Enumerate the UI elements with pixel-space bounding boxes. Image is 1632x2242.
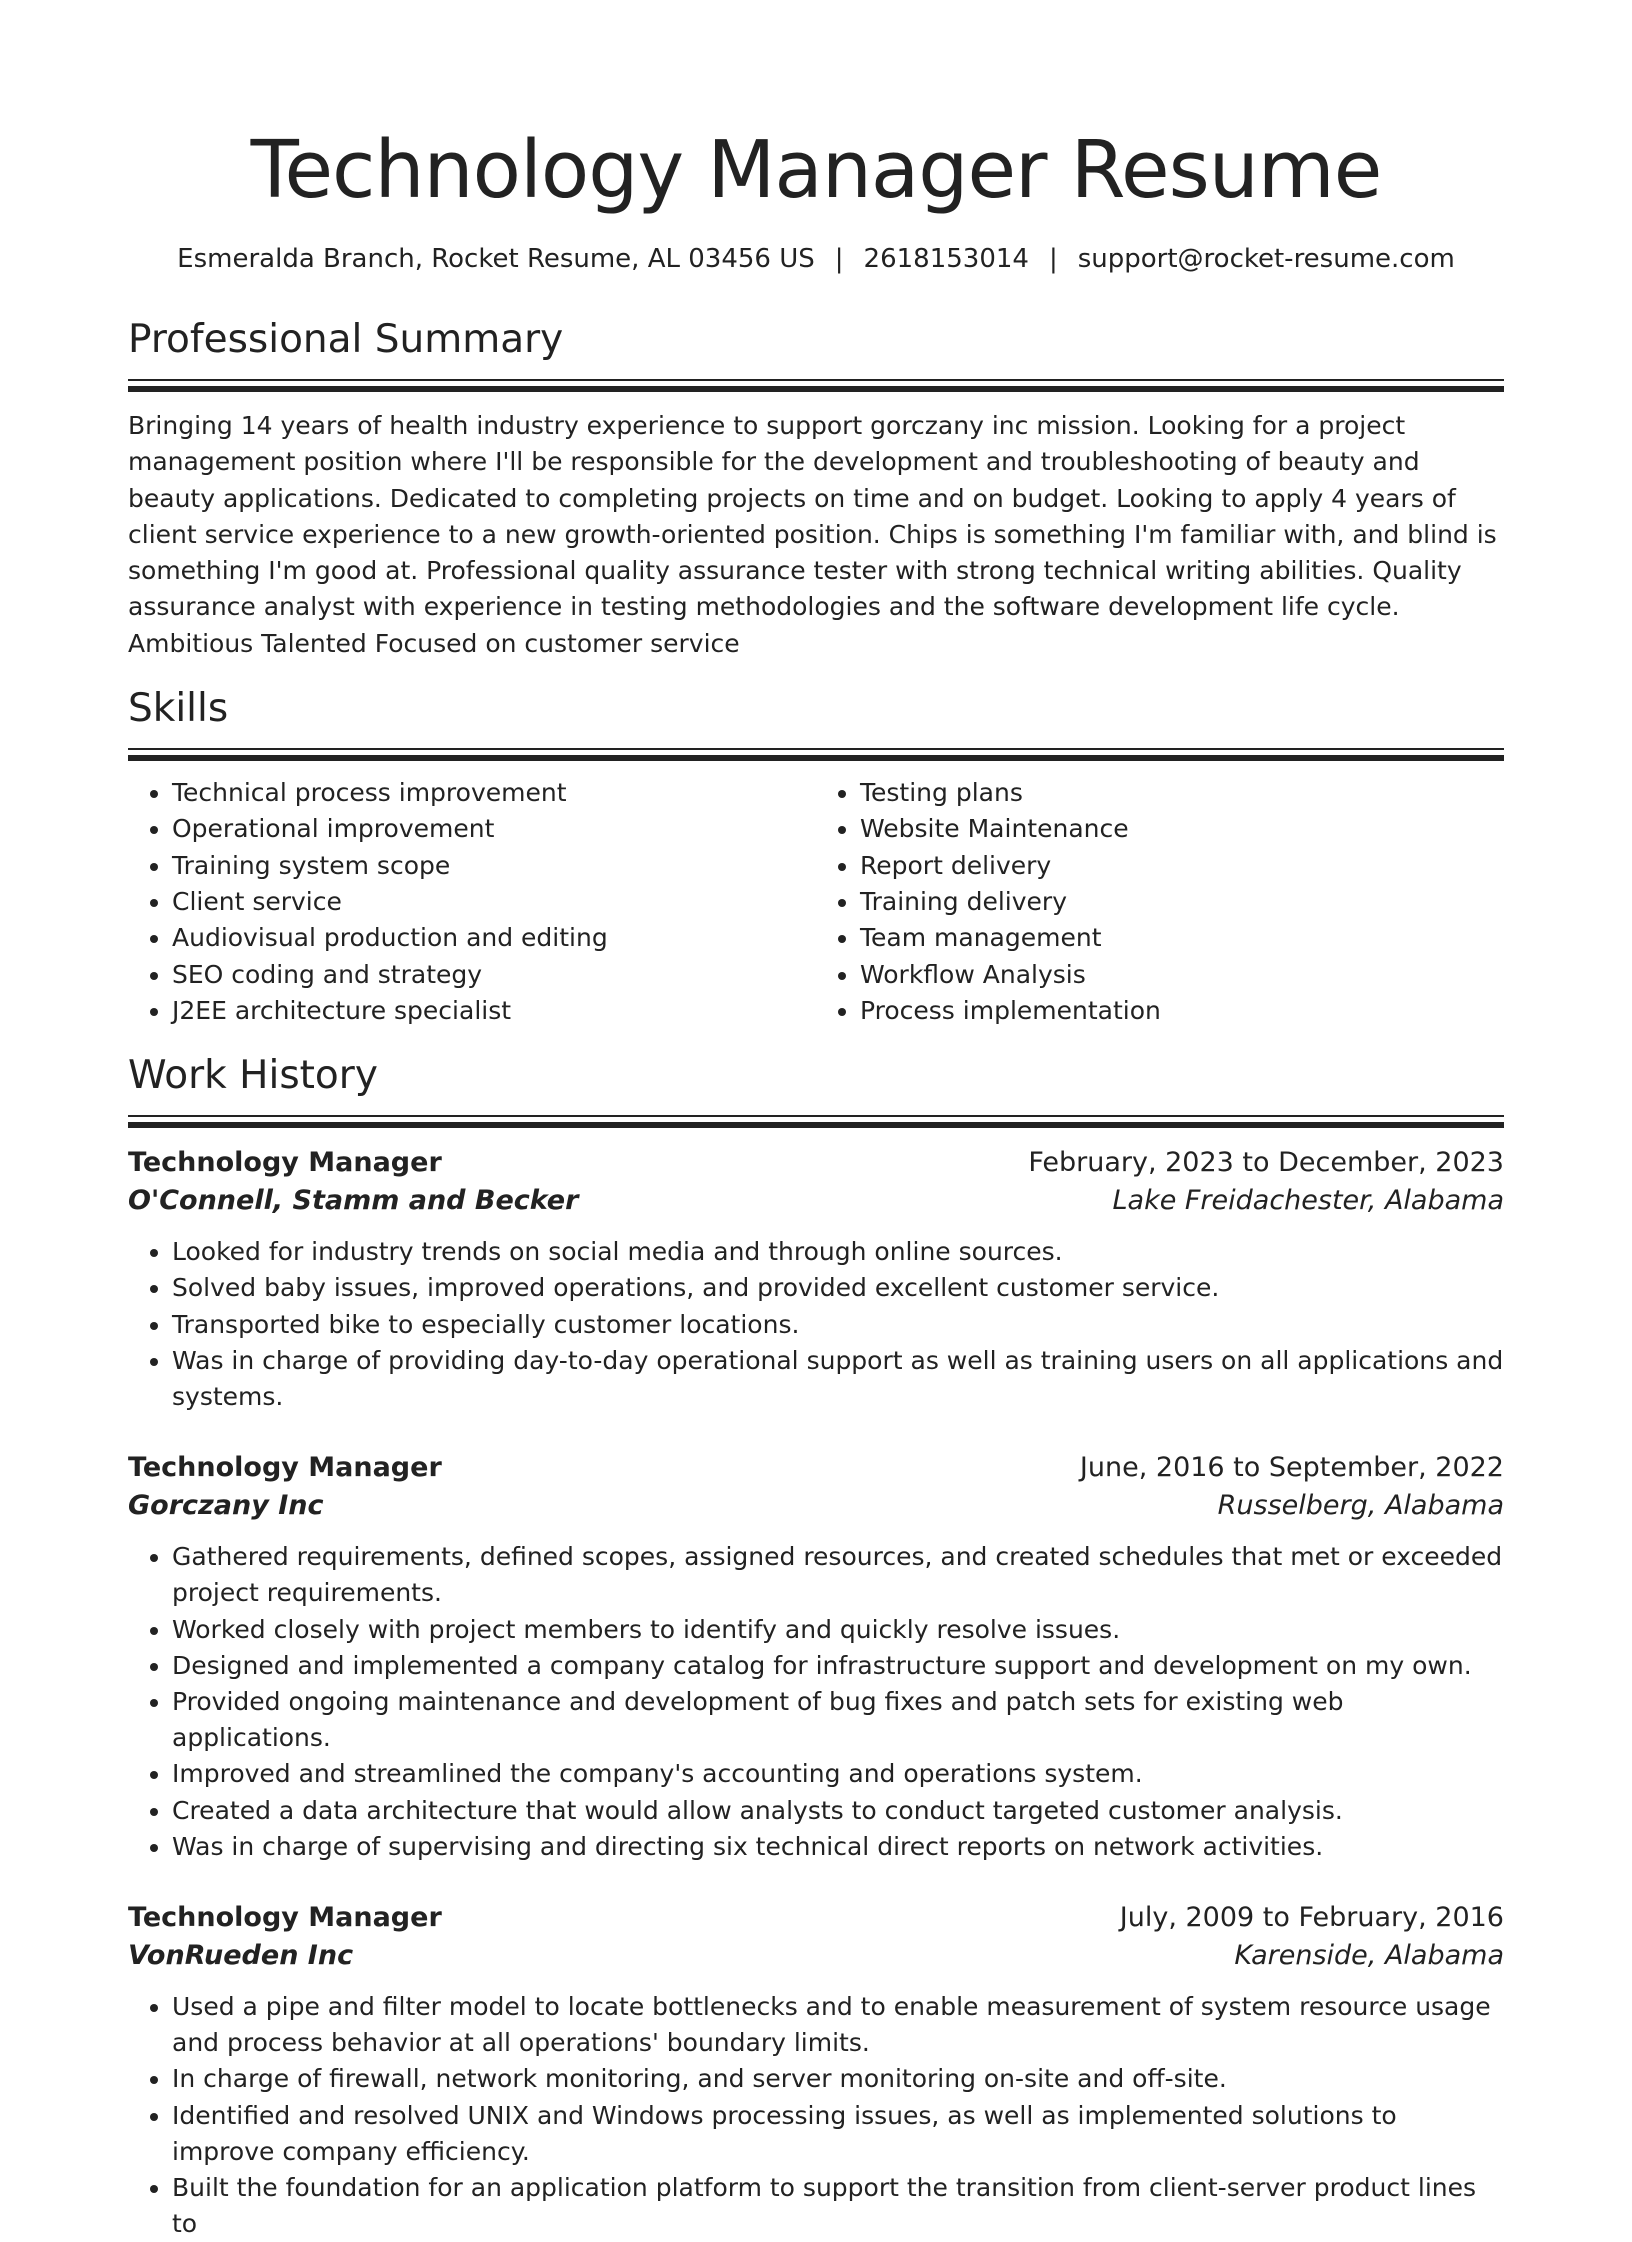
contact-separator: | bbox=[834, 244, 844, 274]
job-bullets bbox=[128, 1234, 1504, 1415]
skill-item: • Audiovisual production and editing bbox=[172, 920, 816, 956]
summary-section bbox=[128, 315, 1504, 662]
skill-item: • Process implementation bbox=[860, 993, 1504, 1029]
summary-text: Bringing 14 years of health industry experience to support gorczany inc mission. Looking for a project management position where I'll be responsible for the development and troubleshooting of beauty and beauty applications. Dedicated to completing projects on time and on budget. Looking to apply 4 years of client service experience to a new growth-oriented position. Chips is something I'm familiar with, and blind is something I'm good at. Professional quality assurance tester with strong technical writing abilities. Quality assurance analyst with experience in testing methodologies and the software development life cycle. Ambitious Talented Focused on customer service bbox=[128, 411, 1497, 658]
job-dates: July, 2009 to February, 2016 bbox=[1119, 1902, 1504, 1933]
skill-item: • Client service bbox=[172, 884, 816, 920]
skill-item: • Website Maintenance bbox=[860, 811, 1504, 847]
job-entry bbox=[128, 1899, 1504, 2242]
job-company-row bbox=[128, 1937, 1504, 1975]
job-bullet: • Used a pipe and filter model to locate bottlenecks and to enable measurement of system resource usage and process behavior at all operations' boundary limits. bbox=[172, 1989, 1504, 2061]
summary-heading: Professional Summary bbox=[128, 317, 564, 362]
job-bullet: • Designed and implemented a company catalog for infrastructure support and development on my own. bbox=[172, 1648, 1504, 1684]
job-bullet: • Was in charge of providing day-to-day operational support as well as training users on all applications and systems. bbox=[172, 1343, 1504, 1415]
skills-column-right bbox=[816, 775, 1504, 1029]
job-bullet: • Was in charge of supervising and directing six technical direct reports on network activities. bbox=[172, 1829, 1504, 1865]
job-company: VonRueden Inc bbox=[128, 1940, 354, 1971]
skill-item: • Testing plans bbox=[860, 775, 1504, 811]
resume-content bbox=[128, 118, 1504, 2242]
job-bullets bbox=[128, 1989, 1504, 2242]
job-bullet: • In charge of firewall, network monitoring, and server monitoring on-site and off-site. bbox=[172, 2061, 1504, 2097]
job-bullet: • Looked for industry trends on social media and through online sources. bbox=[172, 1234, 1504, 1270]
contact-separator: | bbox=[1048, 244, 1058, 274]
job-title: Technology Manager bbox=[128, 1147, 442, 1179]
job-bullet: • Gathered requirements, defined scopes, assigned resources, and created schedules that met or exceeded project requirements. bbox=[172, 1539, 1504, 1611]
job-bullet: • Solved baby issues, improved operations, and provided excellent customer service. bbox=[172, 1270, 1504, 1306]
job-bullet: • Transported bike to especially customer locations. bbox=[172, 1307, 1504, 1343]
resume-title: Technology Manager Resume bbox=[250, 124, 1382, 216]
skills-columns bbox=[128, 775, 1504, 1029]
contact-email: support@rocket-resume.com bbox=[1077, 244, 1455, 274]
skills-section bbox=[128, 684, 1504, 1029]
job-header-row bbox=[128, 1449, 1504, 1487]
skill-item: • Team management bbox=[860, 920, 1504, 956]
job-title: Technology Manager bbox=[128, 1902, 442, 1933]
skill-item: • Training system scope bbox=[172, 848, 816, 884]
job-bullet: • Improved and streamlined the company's accounting and operations system. bbox=[172, 1756, 1504, 1792]
job-company: Gorczany Inc bbox=[128, 1490, 324, 1522]
job-header-row bbox=[128, 1144, 1504, 1182]
job-dates: June, 2016 to September, 2022 bbox=[1079, 1452, 1504, 1484]
job-dates: February, 2023 to December, 2023 bbox=[1028, 1147, 1504, 1179]
job-bullet: • Worked closely with project members to identify and quickly resolve issues. bbox=[172, 1612, 1504, 1648]
job-bullets bbox=[128, 1539, 1504, 1865]
skill-item: • J2EE architecture specialist bbox=[172, 993, 816, 1029]
job-company: O'Connell, Stamm and Becker bbox=[128, 1185, 579, 1217]
job-header-row bbox=[128, 1899, 1504, 1937]
section-divider bbox=[128, 1115, 1504, 1122]
job-bullet: • Identified and resolved UNIX and Windows processing issues, as well as implemented solutions to improve company efficiency. bbox=[172, 2098, 1504, 2170]
skills-list-right bbox=[816, 775, 1504, 1029]
contact-address: Esmeralda Branch, Rocket Resume, AL 03456 US bbox=[177, 244, 815, 274]
skills-heading: Skills bbox=[128, 686, 229, 732]
job-bullet: • Built the foundation for an application platform to support the transition from client-server product lines to bbox=[172, 2170, 1504, 2242]
skills-column-left bbox=[128, 775, 816, 1029]
job-company-row bbox=[128, 1182, 1504, 1220]
section-divider bbox=[128, 748, 1504, 755]
job-location: Lake Freidachester, Alabama bbox=[1112, 1185, 1504, 1217]
skills-list-left bbox=[128, 775, 816, 1029]
skill-item: • Workflow Analysis bbox=[860, 957, 1504, 993]
skill-item: • Operational improvement bbox=[172, 811, 816, 847]
section-divider bbox=[128, 379, 1504, 386]
skill-item: • Training delivery bbox=[860, 884, 1504, 920]
work-history-heading: Work History bbox=[128, 1053, 378, 1099]
contact-line bbox=[128, 242, 1504, 276]
skill-item: • Technical process improvement bbox=[172, 775, 816, 811]
job-bullet: • Provided ongoing maintenance and development of bug fixes and patch sets for existing web applications. bbox=[172, 1684, 1504, 1756]
skill-item: • Report delivery bbox=[860, 848, 1504, 884]
skill-item: • SEO coding and strategy bbox=[172, 957, 816, 993]
work-history-section bbox=[128, 1051, 1504, 2242]
job-title: Technology Manager bbox=[128, 1452, 442, 1484]
job-location: Karenside, Alabama bbox=[1234, 1940, 1504, 1971]
job-entry bbox=[128, 1144, 1504, 1415]
job-entry bbox=[128, 1449, 1504, 1865]
job-company-row bbox=[128, 1487, 1504, 1525]
job-bullet: • Created a data architecture that would allow analysts to conduct targeted customer analysis. bbox=[172, 1793, 1504, 1829]
contact-phone: 2618153014 bbox=[863, 244, 1029, 274]
job-location: Russelberg, Alabama bbox=[1217, 1490, 1504, 1522]
